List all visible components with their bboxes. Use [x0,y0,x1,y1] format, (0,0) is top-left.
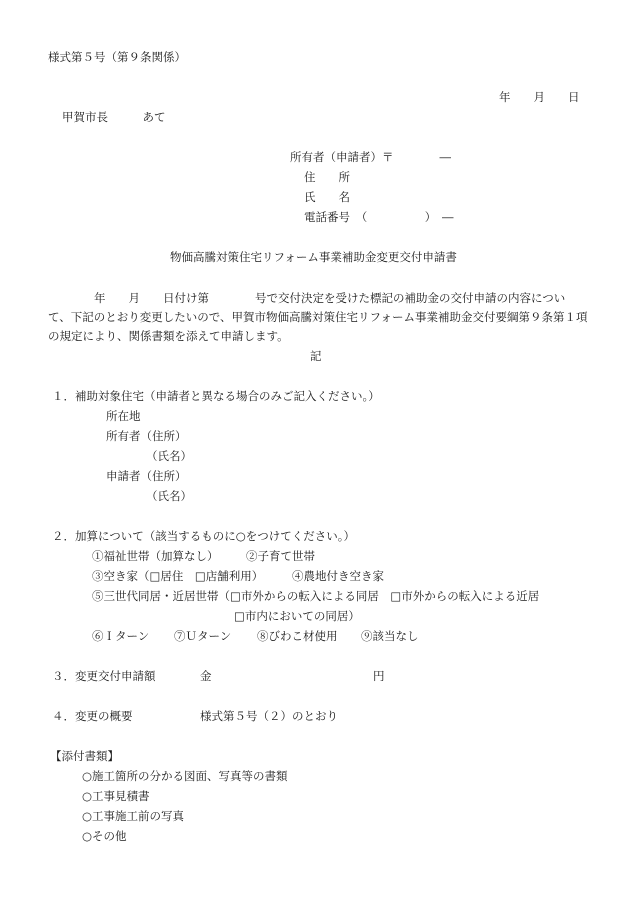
section1-heading: １．補助対象住宅（申請者と異なる場合のみご記入ください。） [52,389,380,403]
date-line: 年 月 日 [499,90,580,104]
option-vacant-house: ③空き家（□居住 □店舗利用） [92,569,264,583]
phone-label: 電話番号 （ ） ― [304,210,454,224]
owner-name-label: （氏名） [146,449,192,463]
section2-heading: ２．加算について（該当するものに○をつけてください。） [52,529,356,543]
section4-heading: ４．変更の概要 [52,709,133,723]
address-label: 住 所 [304,170,350,184]
option-childcare: ②子育て世帯 [246,549,315,563]
option-not-applicable: ⑨該当なし [361,629,419,643]
amount-kin: 金 [200,669,212,683]
name-label: 氏 名 [304,190,350,204]
option-u-turn: ⑦Ｕターン [174,629,232,643]
change-summary-value: 様式第５号（２）のとおり [200,709,338,723]
option-farmland-vacant-house: ④農地付き空き家 [292,569,384,583]
option-three-generation-cont: □市内においての同居） [234,609,360,623]
body-paragraph: 年 月 日付け第 号で交付決定を受けた標記の補助金の交付申請の内容について、下記のとおり変更したいので、甲賀市物価高騰対策住宅リフォーム事業補助金交付要綱第９条第１項の規定により、関係書類を添えて申請します。 [48,291,588,343]
location-label: 所在地 [106,409,141,423]
amount-yen: 円 [373,669,385,683]
owner-address-label: 所有者（住所） [106,429,187,443]
option-three-generation: ⑤三世代同居・近居世帯（□市外からの転入による同居 □市外からの転入による近居 [92,589,540,603]
document-title: 物価高騰対策住宅リフォーム事業補助金変更交付申請書 [170,250,457,264]
option-welfare: ①福祉世帯（加算なし） [92,549,219,563]
addressee: 甲賀市長 あて [62,110,166,124]
attachments-heading: 【添付書類】 [50,749,119,763]
section3-heading: ３．変更交付申請額 [52,669,156,683]
owner-label: 所有者（申請者）〒 ― [290,150,451,164]
attachment-item: ○工事見積書 [82,789,150,803]
option-i-turn: ⑥Ｉターン [92,629,150,643]
attachment-item: ○その他 [82,829,127,843]
attachment-item: ○施工箇所の分かる図面、写真等の書類 [82,769,288,783]
applicant-address-label: 申請者（住所） [106,469,187,483]
option-biwako-wood: ⑧びわこ材使用 [257,629,338,643]
form-label: 様式第５号（第９条関係） [48,50,186,64]
ki-label: 記 [310,349,322,363]
applicant-name-label: （氏名） [146,489,192,503]
attachment-item: ○工事施工前の写真 [82,809,185,823]
